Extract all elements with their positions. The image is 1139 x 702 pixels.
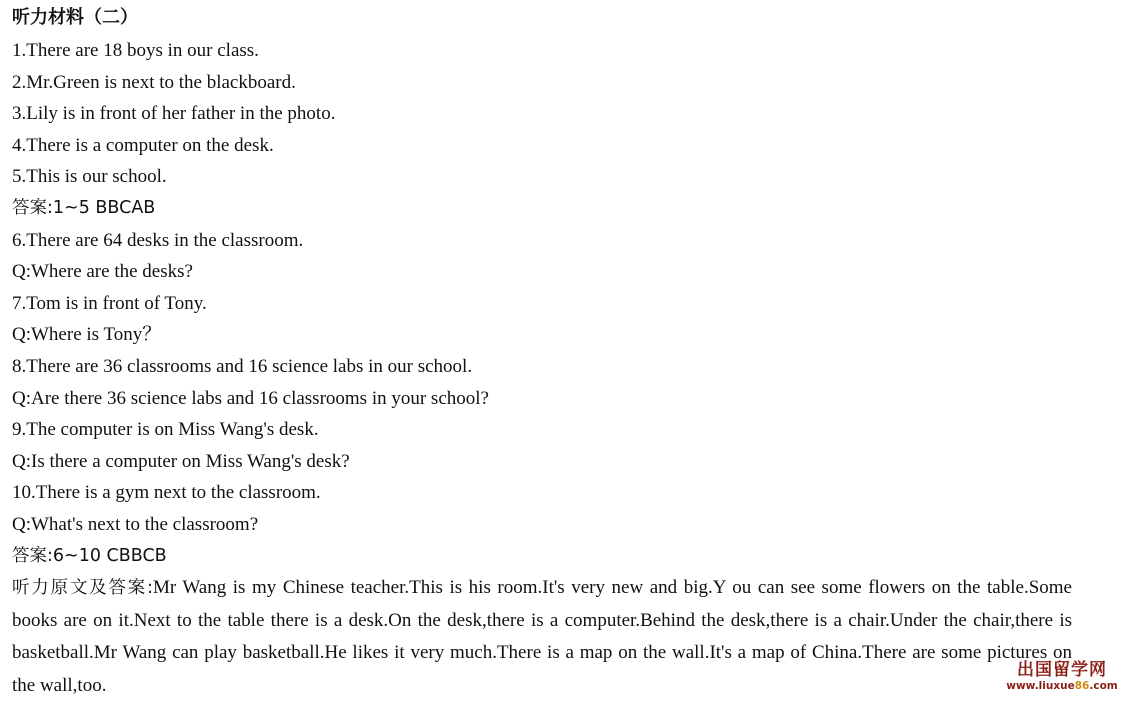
question-8: Q:Are there 36 science labs and 16 classrooms in your school? [12, 387, 489, 409]
sentence-2: 2.Mr.Green is next to the blackboard. [12, 71, 296, 93]
answer-6-10: 答案:6~10 CBBCB [12, 545, 167, 566]
question-7: Q:Where is Tony？ [12, 324, 162, 346]
sentence-9: 9.The computer is on Miss Wang's desk. [12, 419, 319, 441]
watermark-url-suffix: .com [1089, 679, 1118, 692]
sentence-3: 3.Lily is in front of her father in the photo. [12, 103, 336, 125]
transcript-label: 听力原文及答案: [12, 578, 153, 599]
transcript-paragraph [12, 572, 1075, 702]
answer-1-5: 答案:1~5 BBCAB [12, 197, 156, 218]
question-9: Q:Is there a computer on Miss Wang's desk? [12, 450, 350, 472]
question-10: Q:What's next to the classroom? [12, 513, 259, 535]
watermark-url-prefix: www.liuxue [1006, 679, 1075, 692]
sentence-10: 10.There is a gym next to the classroom. [12, 482, 321, 504]
question-6: Q:Where are the desks? [12, 261, 193, 283]
watermark-logo-text: 出国留学网 [1017, 659, 1107, 680]
sentence-6: 6.There are 64 desks in the classroom. [12, 229, 304, 251]
sentence-5: 5.This is our school. [12, 166, 167, 188]
sentence-8: 8.There are 36 classrooms and 16 science labs in our school. [12, 355, 473, 377]
site-watermark [1003, 659, 1121, 692]
watermark-url [1003, 681, 1121, 692]
sentence-4: 4.There is a computer on the desk. [12, 134, 274, 156]
transcript-text: Mr Wang is my Chinese teacher.This is his room.It's very new and big.Y ou can see some flowers on the table.Some books are on it.Next to the table there is a desk.On the desk,there is a computer.Behind the desk,there is a chair.Under the chair,there is basketball.Mr Wang can play basketball.He likes it very much.There is a map on the wall.It's a map of China.There are some pictures on the wall,too. [12, 577, 1072, 696]
sentence-7: 7.Tom is in front of Tony. [12, 292, 207, 314]
document-title: 听力材料（二） [12, 7, 138, 28]
sentence-1: 1.There are 18 boys in our class. [12, 40, 259, 61]
watermark-url-num: 86 [1074, 679, 1090, 692]
document [12, 5, 1075, 702]
